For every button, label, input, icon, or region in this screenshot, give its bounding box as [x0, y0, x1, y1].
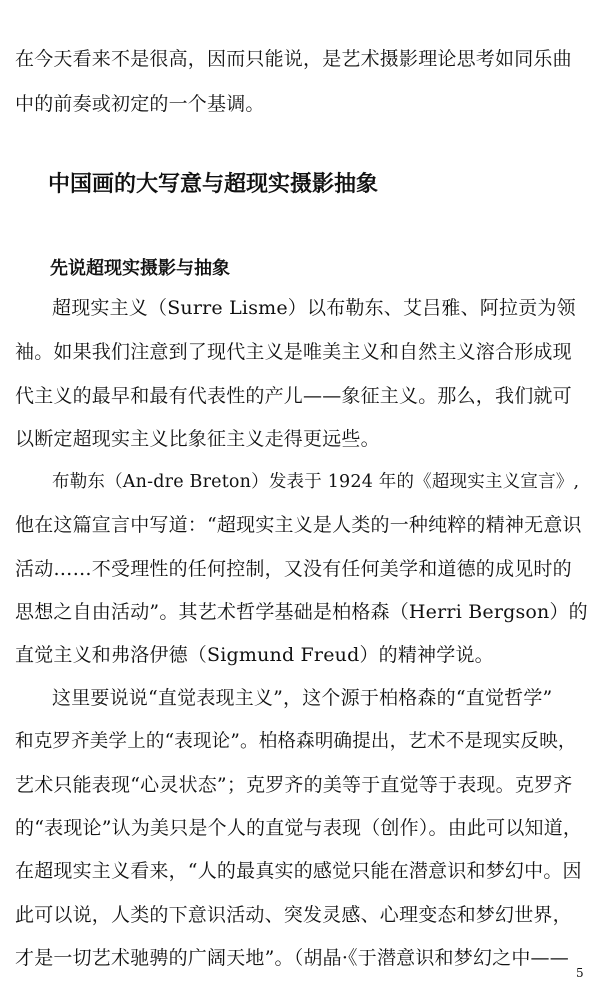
section-title: 中国画的大写意与超现实摄影抽象: [48, 172, 379, 197]
paragraph-line: 和克罗齐美学上的“表现论”。柏格森明确提出，艺术不是现实反映，: [15, 731, 577, 752]
paragraph-line: 这里要说说“直觉表现主义”，这个源于柏格森的“直觉哲学”: [52, 687, 553, 709]
paragraph-line: 才是一切艺术驰骋的广阔天地”。（胡晶·《于潜意识和梦幻之中——: [15, 947, 569, 969]
intro-line: 在今天看来不是很高，因而只能说，是艺术摄影理论思考如同乐曲: [15, 48, 572, 70]
paragraph-line: 的“表现论”认为美只是个人的直觉与表现（创作）。由此可以知道，: [15, 817, 583, 839]
paragraph-line: 布勒东（An-dre Breton）发表于 1924 年的《超现实主义宣言》,: [52, 472, 580, 492]
subsection-title: 先说超现实摄影与抽象: [50, 258, 230, 279]
paragraph-line: 艺术只能表现“心灵状态”；克罗齐的美等于直觉等于表现。克罗齐: [15, 774, 573, 796]
paragraph-line: 思想之自由活动”。其艺术哲学基础是柏格森（Herri Bergson）的: [15, 601, 588, 623]
paragraph-line: 以断定超现实主义比象征主义走得更远些。: [15, 428, 380, 450]
paragraph-line: 超现实主义（Surre Lisme）以布勒东、艾吕雅、阿拉贡为领: [52, 297, 576, 319]
paragraph-line: 直觉主义和弗洛伊德（Sigmund Freud）的精神学说。: [15, 644, 494, 666]
page-number: 5: [576, 966, 584, 980]
paragraph-line: 在超现实主义看来，“人的最真实的感觉只能在潜意识和梦幻中。因: [15, 860, 582, 882]
paragraph-line: 此可以说，人类的下意识活动、突发灵感、心理变态和梦幻世界，: [15, 904, 572, 926]
paragraph-line: 他在这篇宣言中写道：“超现实主义是人类的一种纯粹的精神无意识: [15, 514, 582, 536]
paragraph-line: 活动……不受理性的任何控制，又没有任何美学和道德的成见时的: [15, 558, 572, 580]
paragraph-line: 袖。如果我们注意到了现代主义是唯美主义和自然主义溶合形成现: [15, 341, 572, 363]
intro-line: 中的前奏或初定的一个基调。: [15, 93, 265, 115]
paragraph-line: 代主义的最早和最有代表性的产儿——象征主义。那么，我们就可: [15, 385, 572, 407]
